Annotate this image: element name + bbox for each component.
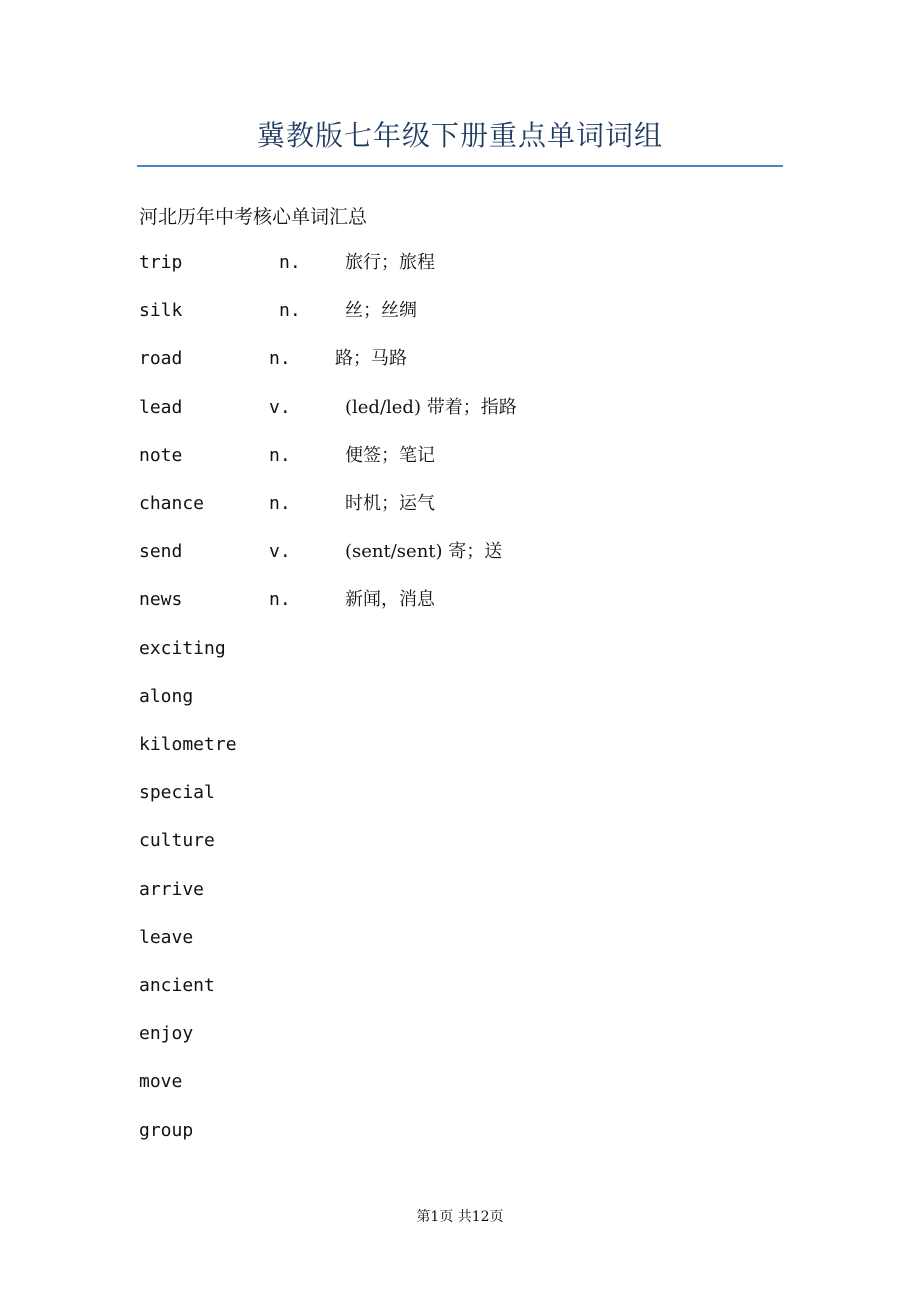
vocab-word: road	[139, 348, 183, 370]
vocab-word: exciting	[139, 637, 226, 659]
vocab-word: note	[139, 444, 183, 466]
part-of-speech: n.	[269, 493, 291, 514]
part-of-speech: n.	[279, 252, 301, 273]
part-of-speech: n.	[269, 348, 291, 370]
vocab-word: culture	[139, 830, 215, 852]
part-of-speech: n.	[279, 300, 301, 322]
part-of-speech: v.	[269, 541, 291, 563]
vocab-word: kilometre	[139, 734, 237, 755]
word-meaning: 旅行；旅程	[345, 252, 435, 273]
section-heading: 河北历年中考核心单词汇总	[139, 206, 368, 228]
vocab-word: along	[139, 685, 194, 707]
vocab-word: chance	[139, 493, 205, 514]
vocab-word: silk	[139, 300, 183, 322]
word-meaning: (led/led) 带着；指路	[345, 396, 517, 418]
vocab-word: ancient	[139, 975, 215, 996]
vocab-word: enjoy	[139, 1023, 194, 1045]
vocab-word: trip	[139, 252, 183, 273]
vocab-word: move	[139, 1071, 183, 1093]
page-footer: 第1页 共12页	[416, 1209, 504, 1225]
vocab-word: special	[139, 782, 215, 804]
title-divider	[137, 165, 783, 167]
word-meaning: 路；马路	[335, 348, 407, 370]
vocab-word: news	[139, 589, 183, 611]
part-of-speech: n.	[269, 444, 291, 466]
part-of-speech: v.	[269, 396, 291, 418]
vocab-word: leave	[139, 926, 194, 948]
document-title: 冀教版七年级下册重点单词词组	[256, 119, 663, 152]
vocab-word: group	[139, 1119, 194, 1141]
vocab-word: arrive	[139, 878, 205, 900]
word-meaning: 时机；运气	[345, 493, 435, 514]
word-meaning: 便签；笔记	[345, 444, 435, 466]
word-meaning: 新闻，消息	[345, 589, 435, 611]
part-of-speech: n.	[269, 589, 291, 611]
vocab-word: lead	[139, 396, 183, 418]
word-meaning: 丝；丝绸	[345, 300, 417, 322]
word-meaning: (sent/sent) 寄；送	[345, 541, 503, 563]
vocab-word: send	[139, 541, 183, 563]
